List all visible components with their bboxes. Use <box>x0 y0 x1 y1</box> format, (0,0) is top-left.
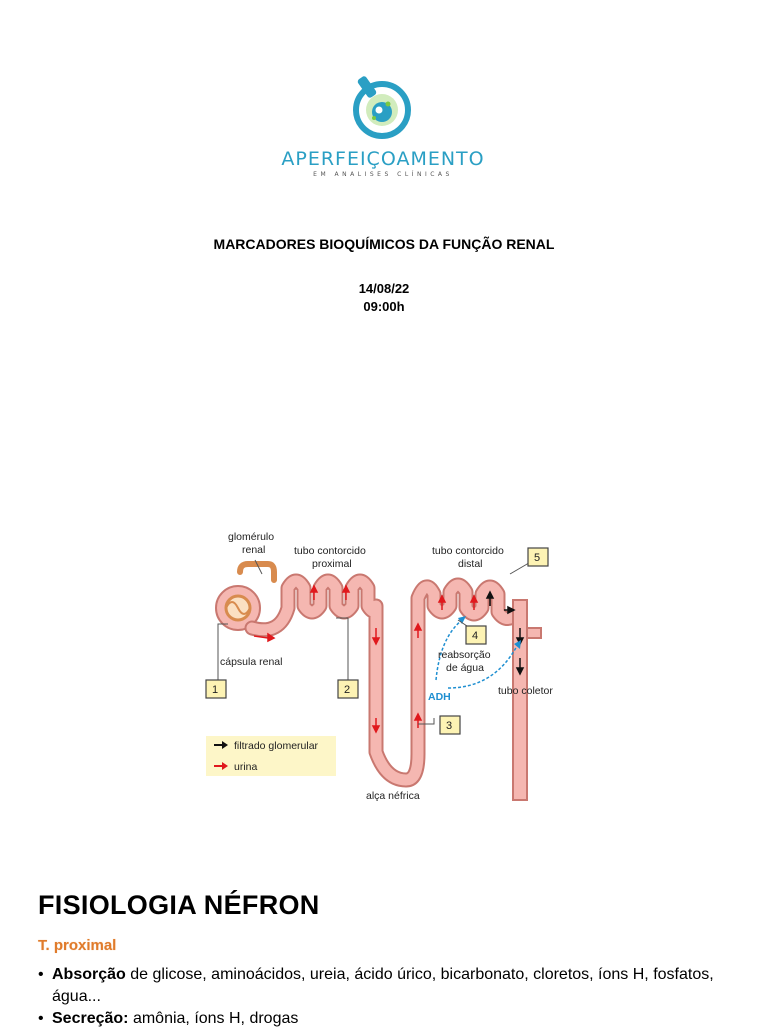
label-glomerulo-1: glomérulo <box>228 531 275 543</box>
glomerulus-vessel <box>240 564 274 580</box>
label-tubo-distal-2: distal <box>458 558 483 570</box>
bullet-list <box>38 964 738 1030</box>
label-glomerulo-2: renal <box>242 544 266 556</box>
logo-tagline: EM ANALISES CLÍNICAS <box>313 171 453 178</box>
document-title: MARCADORES BIOQUÍMICOS DA FUNÇÃO RENAL <box>213 236 555 252</box>
label-capsula: cápsula renal <box>220 656 283 668</box>
number-2: 2 <box>344 684 351 696</box>
section-subheading: T. proximal <box>38 937 117 954</box>
list-item <box>38 964 738 1008</box>
label-alca: alça néfrica <box>366 790 420 802</box>
number-1: 1 <box>212 684 219 696</box>
number-4: 4 <box>472 630 479 642</box>
label-adh: ADH <box>428 691 451 703</box>
label-tubo-distal-1: tubo contorcido <box>432 545 504 557</box>
label-tubo-proximal-1: tubo contorcido <box>294 545 366 557</box>
label-tubo-coletor: tubo coletor <box>498 685 553 697</box>
logo-name: APERFEIÇOAMENTO <box>281 148 485 170</box>
legend-urina: urina <box>234 761 258 773</box>
label-reabsorcao-2: de água <box>446 662 484 674</box>
document-time: 09:00h <box>363 299 405 314</box>
number-3: 3 <box>446 720 453 732</box>
diagram-legend <box>206 736 336 776</box>
number-5: 5 <box>534 552 541 564</box>
bullet-text: de glicose, aminoácidos, ureia, ácido úrico, bicarbonato, cloretos, íons H, fosfatos, água... <box>52 966 714 1005</box>
document-date: 14/08/22 <box>358 281 410 296</box>
logo <box>278 72 488 184</box>
legend-filtrado: filtrado glomerular <box>234 740 319 752</box>
label-reabsorcao-1: reabsorção <box>438 649 491 661</box>
bullet-bold: Secreção: <box>52 1010 129 1027</box>
label-tubo-proximal-2: proximal <box>312 558 352 570</box>
flask-logo-icon <box>278 72 488 144</box>
nephron-diagram <box>190 528 580 808</box>
bullet-text: amônia, íons H, drogas <box>128 1010 299 1027</box>
bullet-bold: Absorção <box>52 966 126 983</box>
section-heading: FISIOLOGIA NÉFRON <box>38 890 320 920</box>
list-item <box>38 1008 738 1030</box>
